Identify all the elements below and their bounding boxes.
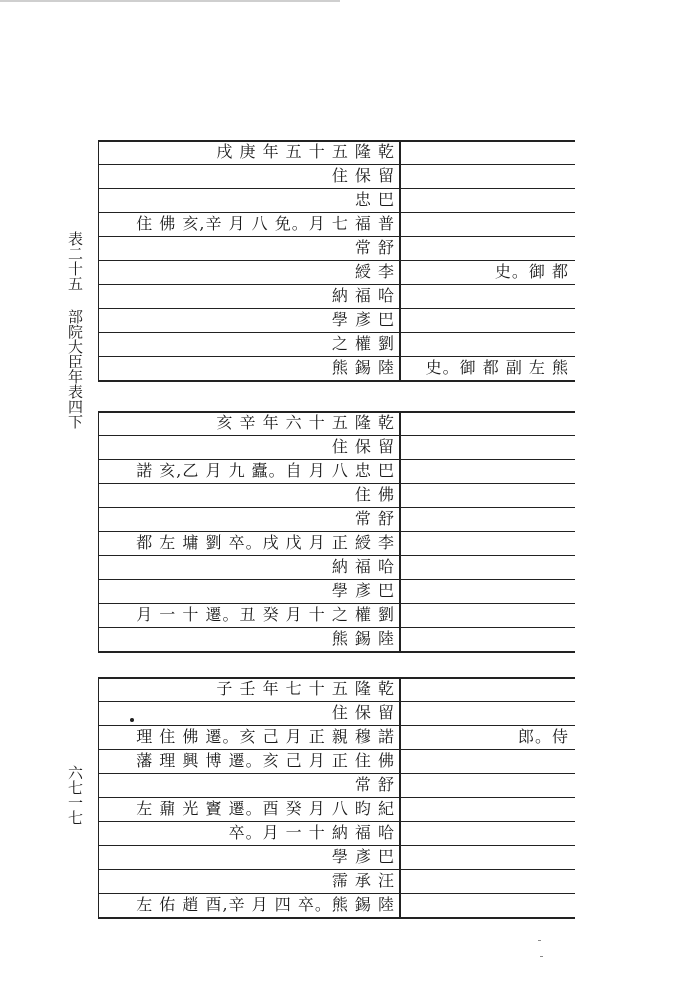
- official-entry: 熊 錫 陸: [331, 358, 395, 377]
- official-entry: 都 左 墉 劉 卒。戌 戊 月 正 綬 李: [136, 533, 395, 552]
- office-note: [406, 845, 569, 869]
- official-entry: 藩 理 興 博 遷。亥 己 月 正 住 佛: [136, 751, 395, 770]
- official-entry: 住 佛: [354, 485, 395, 504]
- official-entry: 諾 亥,乙 月 九 蠹。自 月 八 忠 巴: [136, 461, 395, 480]
- office-note: [406, 869, 569, 893]
- official-entry: 學 彥 巴: [331, 581, 395, 600]
- office-note: [406, 821, 569, 845]
- official-entry: 納 福 哈: [331, 286, 395, 305]
- office-note: [406, 797, 569, 821]
- office-note: [406, 701, 569, 725]
- office-note: [406, 555, 569, 579]
- table-row: [98, 893, 575, 917]
- office-note: [406, 284, 569, 308]
- table-row: [98, 797, 575, 821]
- official-entry: 住 佛 亥,辛 月 八 免。月 七 福 普: [136, 214, 395, 233]
- official-entry: 住 保 留: [331, 703, 395, 722]
- table-row: [98, 773, 575, 797]
- office-note: [406, 893, 569, 917]
- table-row: [98, 435, 575, 459]
- ink-speck: [538, 940, 541, 941]
- office-note: [406, 308, 569, 332]
- office-note: [406, 435, 569, 459]
- table-row: [98, 507, 575, 531]
- official-entry: 熊 錫 陸: [331, 629, 395, 648]
- table-row: [98, 555, 575, 579]
- row-rule: [98, 917, 575, 919]
- office-note: 郎。侍: [517, 727, 569, 746]
- table-row: [98, 749, 575, 773]
- official-entry: 學 彥 巴: [331, 847, 395, 866]
- office-note: [406, 531, 569, 555]
- office-note: [406, 507, 569, 531]
- official-entry: 子 壬 年 七 十 五 隆 乾: [216, 679, 395, 698]
- table-row: [98, 845, 575, 869]
- office-note: [406, 164, 569, 188]
- side-title: 表二十五 部院大臣年表四下: [66, 231, 84, 429]
- official-entry: 月 一 十 遷。丑 癸 月 十 之 權 劉: [136, 605, 395, 624]
- table-row: [98, 332, 575, 356]
- official-entry: 常 舒: [354, 509, 395, 528]
- office-note: [406, 579, 569, 603]
- official-entry: 住 保 留: [331, 437, 395, 456]
- table-row: [98, 459, 575, 483]
- official-entry: 納 福 哈: [331, 557, 395, 576]
- official-entry: 之 權 劉: [331, 334, 395, 353]
- table-row: [98, 701, 575, 725]
- official-entry: 住 保 留: [331, 166, 395, 185]
- row-rule: [98, 651, 575, 653]
- official-entry: 常 舒: [354, 775, 395, 794]
- table-row: [98, 212, 575, 236]
- official-entry: 左 鼐 光 竇 遷。酉 癸 月 八 昀 紀: [136, 799, 395, 818]
- ink-dot: [130, 718, 134, 722]
- office-note: [406, 483, 569, 507]
- official-entry: 學 彥 巴: [331, 310, 395, 329]
- ink-speck: [540, 956, 543, 957]
- table-row: [98, 356, 575, 380]
- office-note: [406, 212, 569, 236]
- table-row: [98, 627, 575, 651]
- table-row: [98, 284, 575, 308]
- official-entry: 左 佑 趙 酉,辛 月 四 卒。熊 錫 陸: [136, 895, 395, 914]
- page-number: 六七一七: [66, 765, 84, 825]
- official-entry: 理 住 佛 遷。亥 己 月 正 親 穆 諾: [136, 727, 395, 746]
- table-row: [98, 869, 575, 893]
- table-row: [98, 140, 575, 164]
- official-entry: 戌 庚 年 五 十 五 隆 乾: [216, 142, 395, 161]
- table-row: [98, 821, 575, 845]
- table-row: [98, 411, 575, 435]
- row-rule: [98, 380, 575, 382]
- office-note: [406, 627, 569, 651]
- official-entry: 霈 承 汪: [331, 871, 395, 890]
- office-note: [406, 749, 569, 773]
- office-note: [406, 677, 569, 701]
- office-note: [406, 140, 569, 164]
- official-entry: 綬 李: [354, 262, 395, 281]
- table-row: [98, 164, 575, 188]
- table-row: [98, 188, 575, 212]
- office-note: [406, 773, 569, 797]
- table-row: [98, 260, 575, 284]
- table-row: [98, 725, 575, 749]
- table-row: [98, 579, 575, 603]
- table-row: [98, 308, 575, 332]
- table-row: [98, 236, 575, 260]
- table-row: [98, 603, 575, 627]
- office-note: 史。御 都 副 左 熊: [425, 358, 569, 377]
- office-note: [406, 332, 569, 356]
- official-entry: 常 舒: [354, 238, 395, 257]
- table-row: [98, 483, 575, 507]
- office-note: [406, 411, 569, 435]
- table-row: [98, 531, 575, 555]
- official-entry: 卒。月 一 十 納 福 哈: [228, 823, 395, 842]
- office-note: 史。御 都: [494, 262, 569, 281]
- office-note: [406, 459, 569, 483]
- office-note: [406, 236, 569, 260]
- office-note: [406, 603, 569, 627]
- office-note: [406, 188, 569, 212]
- official-entry: 忠 巴: [354, 190, 395, 209]
- scan-edge-line: [0, 0, 340, 2]
- table-row: [98, 677, 575, 701]
- official-entry: 亥 辛 年 六 十 五 隆 乾: [216, 413, 395, 432]
